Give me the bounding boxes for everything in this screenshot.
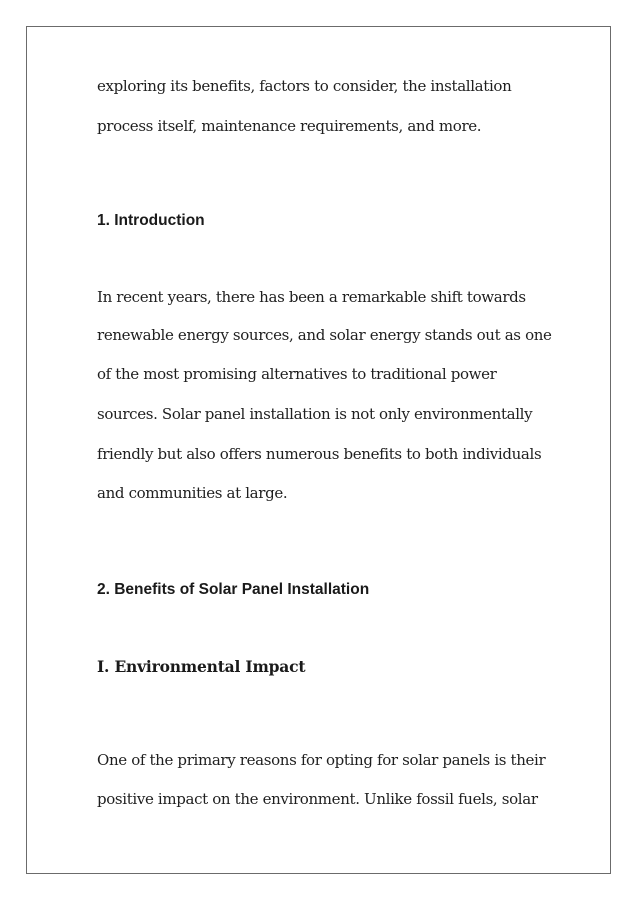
subsection-heading-environmental-impact: I. Environmental Impact — [97, 657, 306, 676]
paragraph-line: One of the primary reasons for opting for solar panels is their — [97, 751, 546, 769]
paragraph-line: exploring its benefits, factors to consider, the installation — [97, 77, 512, 95]
section-heading-introduction: 1. Introduction — [97, 212, 205, 229]
paragraph-line: process itself, maintenance requirements, and more. — [97, 117, 482, 135]
paragraph-line: renewable energy sources, and solar energy stands out as one — [97, 326, 552, 344]
paragraph-line: In recent years, there has been a remarkable shift towards — [97, 288, 526, 306]
paragraph-line: positive impact on the environment. Unlike fossil fuels, solar — [97, 790, 538, 808]
paragraph-line: friendly but also offers numerous benefits to both individuals — [97, 445, 542, 463]
paragraph-line: of the most promising alternatives to traditional power — [97, 365, 497, 383]
document-page — [26, 26, 611, 874]
paragraph-line: and communities at large. — [97, 484, 288, 502]
paragraph-line: sources. Solar panel installation is not only environmentally — [97, 405, 533, 423]
section-heading-benefits: 2. Benefits of Solar Panel Installation — [97, 581, 370, 598]
